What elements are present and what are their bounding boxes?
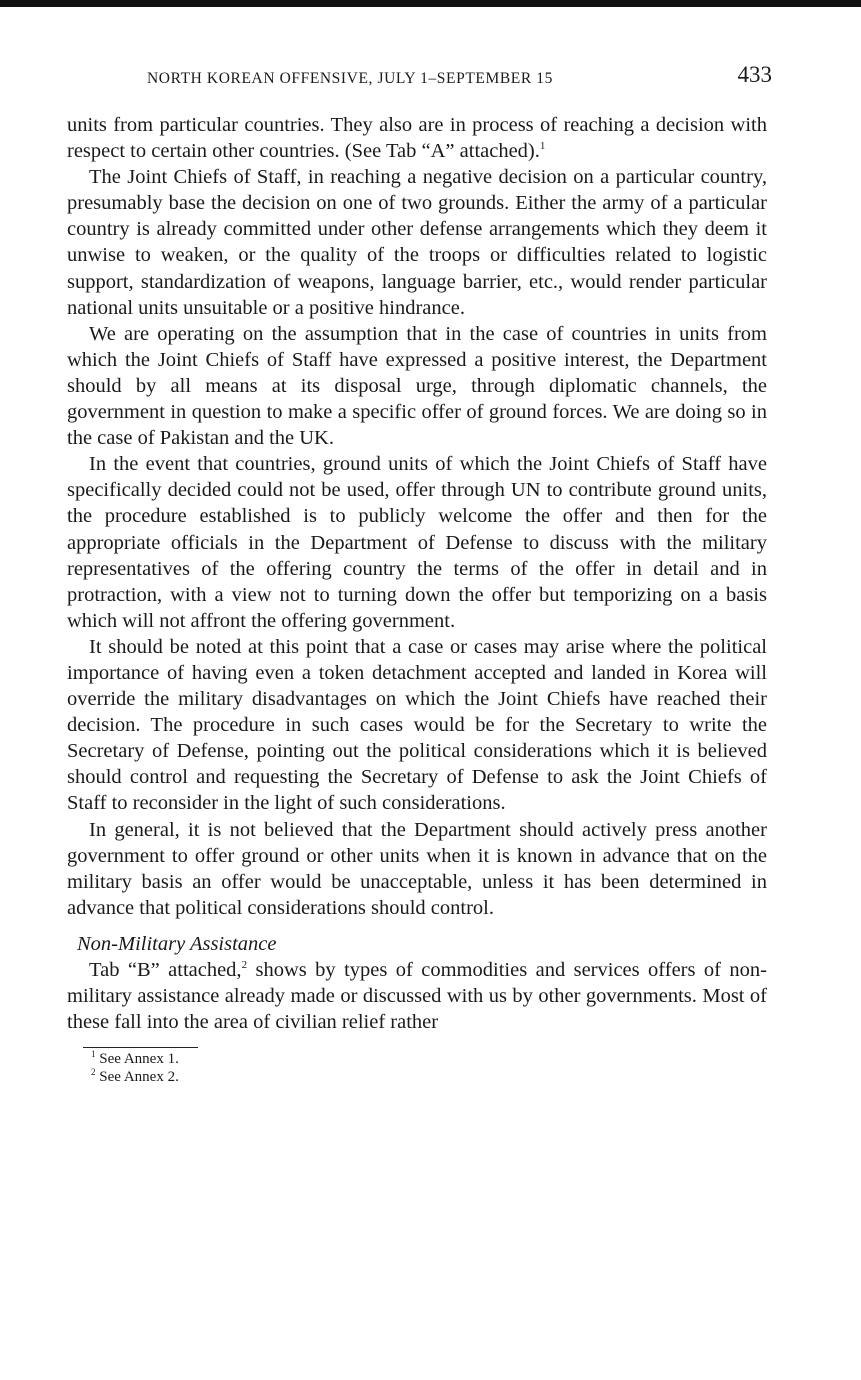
footnote-1 (91, 1050, 767, 1068)
paragraph-4: In the event that countries, ground units of which the Joint Chiefs of Staff have specifically decided could not be used, offer through UN to contribute ground units, the procedure established is to publicly welcome the offer and then for the appropriate officials in the Department of Defense to discuss with the military representatives of the offering country the terms of the offer in detail and in protraction, with a view not to turning down the offer but temporizing on a basis which will not affront the offering government. (67, 453, 767, 632)
footnotes (91, 1050, 767, 1086)
footnote-separator (83, 1047, 198, 1048)
footnote-text: See Annex 1. (99, 1051, 179, 1068)
page-number: 433 (737, 62, 772, 87)
paragraph-2: The Joint Chiefs of Staff, in reaching a negative decision on a particular country, presumably base the decision on one of two grounds. Either the army of a particular country is already committed under other defense arrangements which they deem it unwise to weaken, or the quality of the troops or difficulties related to logistic support, standardization of weapons, language barrier, etc., would render particular national units unsuitable or a positive hindrance. (67, 166, 767, 319)
footnote-ref-1[interactable]: 1 (539, 140, 546, 153)
top-border-rule (0, 0, 861, 7)
paragraph-5: It should be noted at this point that a case or cases may arise where the political importance of having even a token detachment accepted and landed in Korea will override the military disadvantages on which the Joint Chiefs have reached their decision. The procedure in such cases would be for the Secretary to write the Secretary of Defense, pointing out the political considerations which it is believed should control and requesting the Secretary of Defense to ask the Joint Chiefs of Staff to reconsider in the light of such considerations. (67, 635, 767, 815)
running-title: NORTH KOREAN OFFENSIVE, JULY 1–SEPTEMBER 15 (147, 70, 553, 87)
footnote-2 (91, 1068, 767, 1086)
section-heading: Non-Military Assistance (77, 932, 277, 955)
paragraph-7-text-start: Tab “B” attached, (89, 958, 242, 981)
footnote-text: See Annex 2. (99, 1069, 179, 1086)
paragraph-1-text: units from particular countries. They also are in process of reaching a decision with respect to certain other countries. (See Tab “A” attached). (67, 114, 767, 163)
footnote-marker: 1 (91, 1049, 96, 1060)
paragraph-7 (67, 957, 767, 1035)
paragraph-3: We are operating on the assumption that in the case of countries in units from which the Joint Chiefs of Staff have expressed a positive interest, the Department should by all means at its disposal urge, through diplomatic channels, the government in question to make a specific offer of ground forces. We are doing so in the case of Pakistan and the UK. (67, 322, 767, 450)
paragraph-6: In general, it is not believed that the Department should actively press another government to offer ground or other units when it is known in advance that on the military basis an offer would be unacceptable, unless it has been determined in advance that political considerations should control. (67, 818, 767, 919)
paragraph-7-text-end: shows by types of commodities and services offers of non-military assistance already made or discussed with us by other governments. Most of these fall into the area of civilian relief rather (67, 958, 767, 1034)
running-head (67, 62, 772, 92)
paragraph-1 (67, 112, 767, 164)
footnote-ref-2[interactable]: 2 (241, 959, 248, 972)
footnote-marker: 2 (91, 1067, 96, 1078)
document-page (67, 62, 772, 1086)
